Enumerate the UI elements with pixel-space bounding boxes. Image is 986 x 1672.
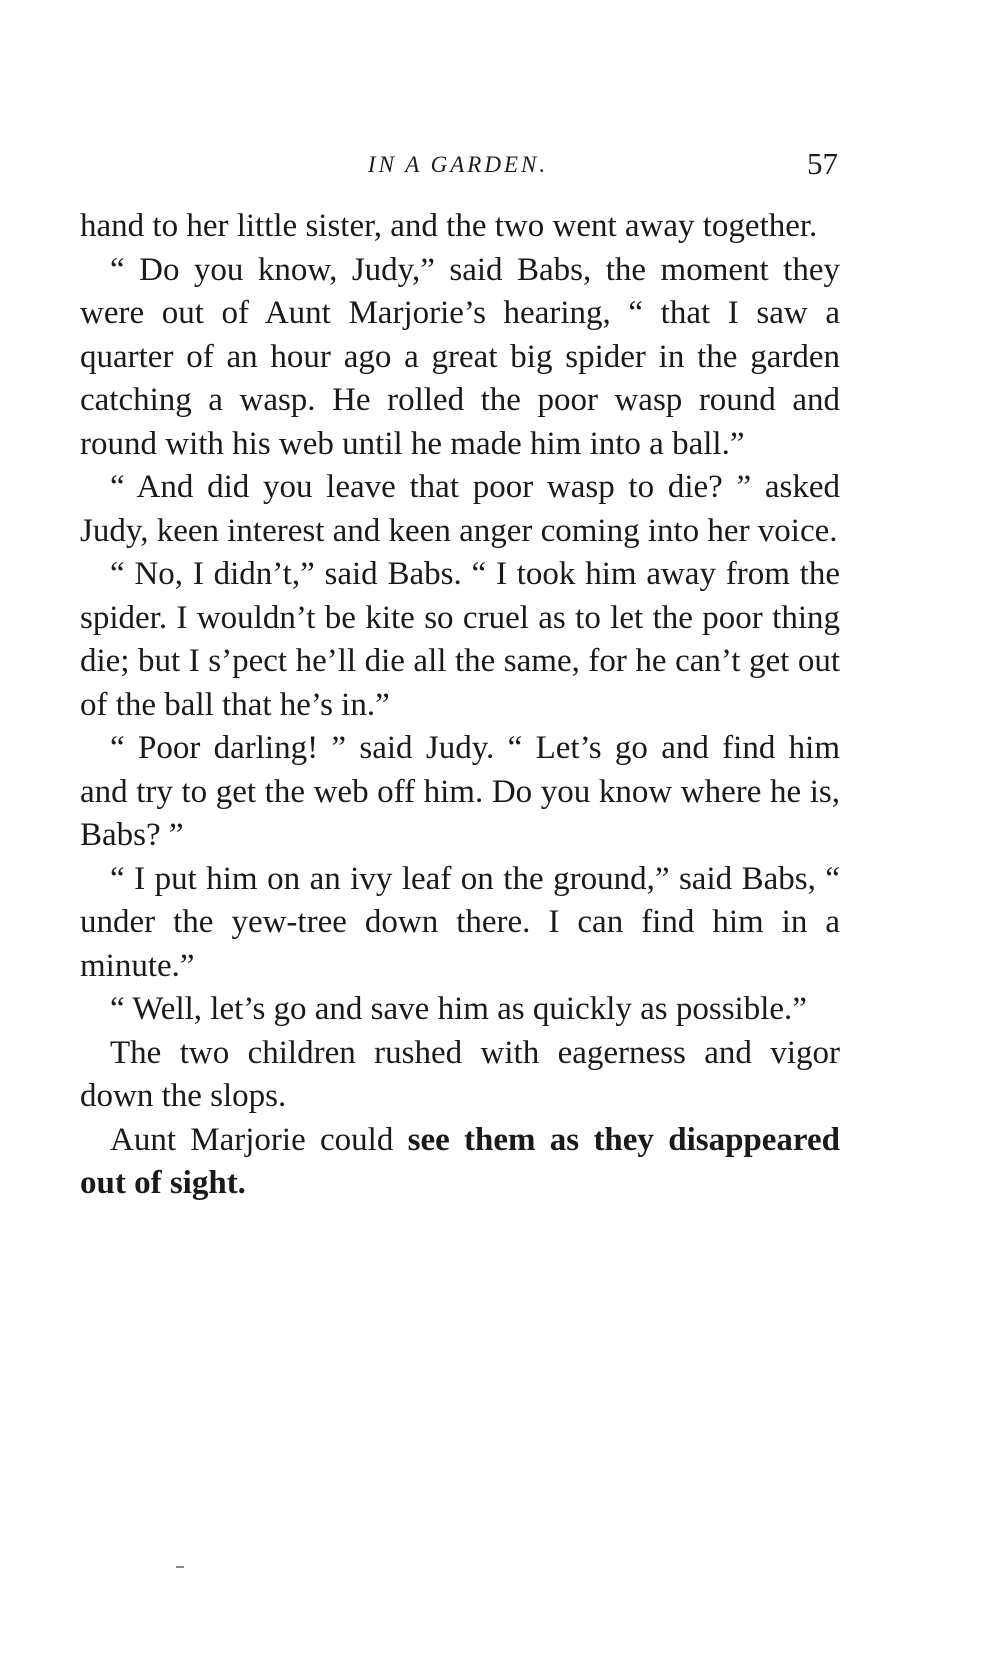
paragraph-final [80, 1119, 840, 1206]
paragraph-continuation: hand to her little sister, and the two went away together. [80, 208, 818, 244]
paragraph: The two children rushed with eagerness and vigor down the slops. [80, 1034, 840, 1114]
paragraph: “ No, I didn’t,” said Babs. “ I took him away from the spider. I wouldn’t be kite so cruel as to let the poor thing die; but I s’pect he’ll die all the same, for he can’t get out of the ball that he’s in.” [80, 556, 840, 723]
final-paragraph-end: see them as they disappeared out of sight. [80, 1121, 840, 1201]
paragraph: “ I put him on an ivy leaf on the ground,” said Babs, “ under the yew-tree down there. I can find him in a minute.” [80, 860, 840, 984]
paragraph: “ Poor darling! ” said Judy. “ Let’s go and find him and try to get the web off him. Do you know where he is, Babs? ” [80, 730, 840, 853]
body-text [80, 205, 840, 1206]
paragraph: “ And did you leave that poor wasp to die? ” asked Judy, keen interest and keen anger coming into her voice. [80, 469, 840, 549]
running-title: IN A GARDEN. [367, 152, 549, 177]
final-paragraph-start: Aunt Marjorie could [110, 1121, 408, 1158]
page-number: 57 [807, 146, 838, 181]
paragraph: “ Do you know, Judy,” said Babs, the moment they were out of Aunt Marjorie’s hearing, “ that I saw a quarter of an hour ago a great big spider in the garden catching a wasp. He rolled the poor wasp round and round with his web until he made him into a ball.” [80, 251, 840, 462]
scan-speck [176, 1566, 184, 1568]
paragraph: “ Well, let’s go and save him as quickly as possible.” [110, 991, 807, 1027]
running-head [78, 146, 838, 186]
